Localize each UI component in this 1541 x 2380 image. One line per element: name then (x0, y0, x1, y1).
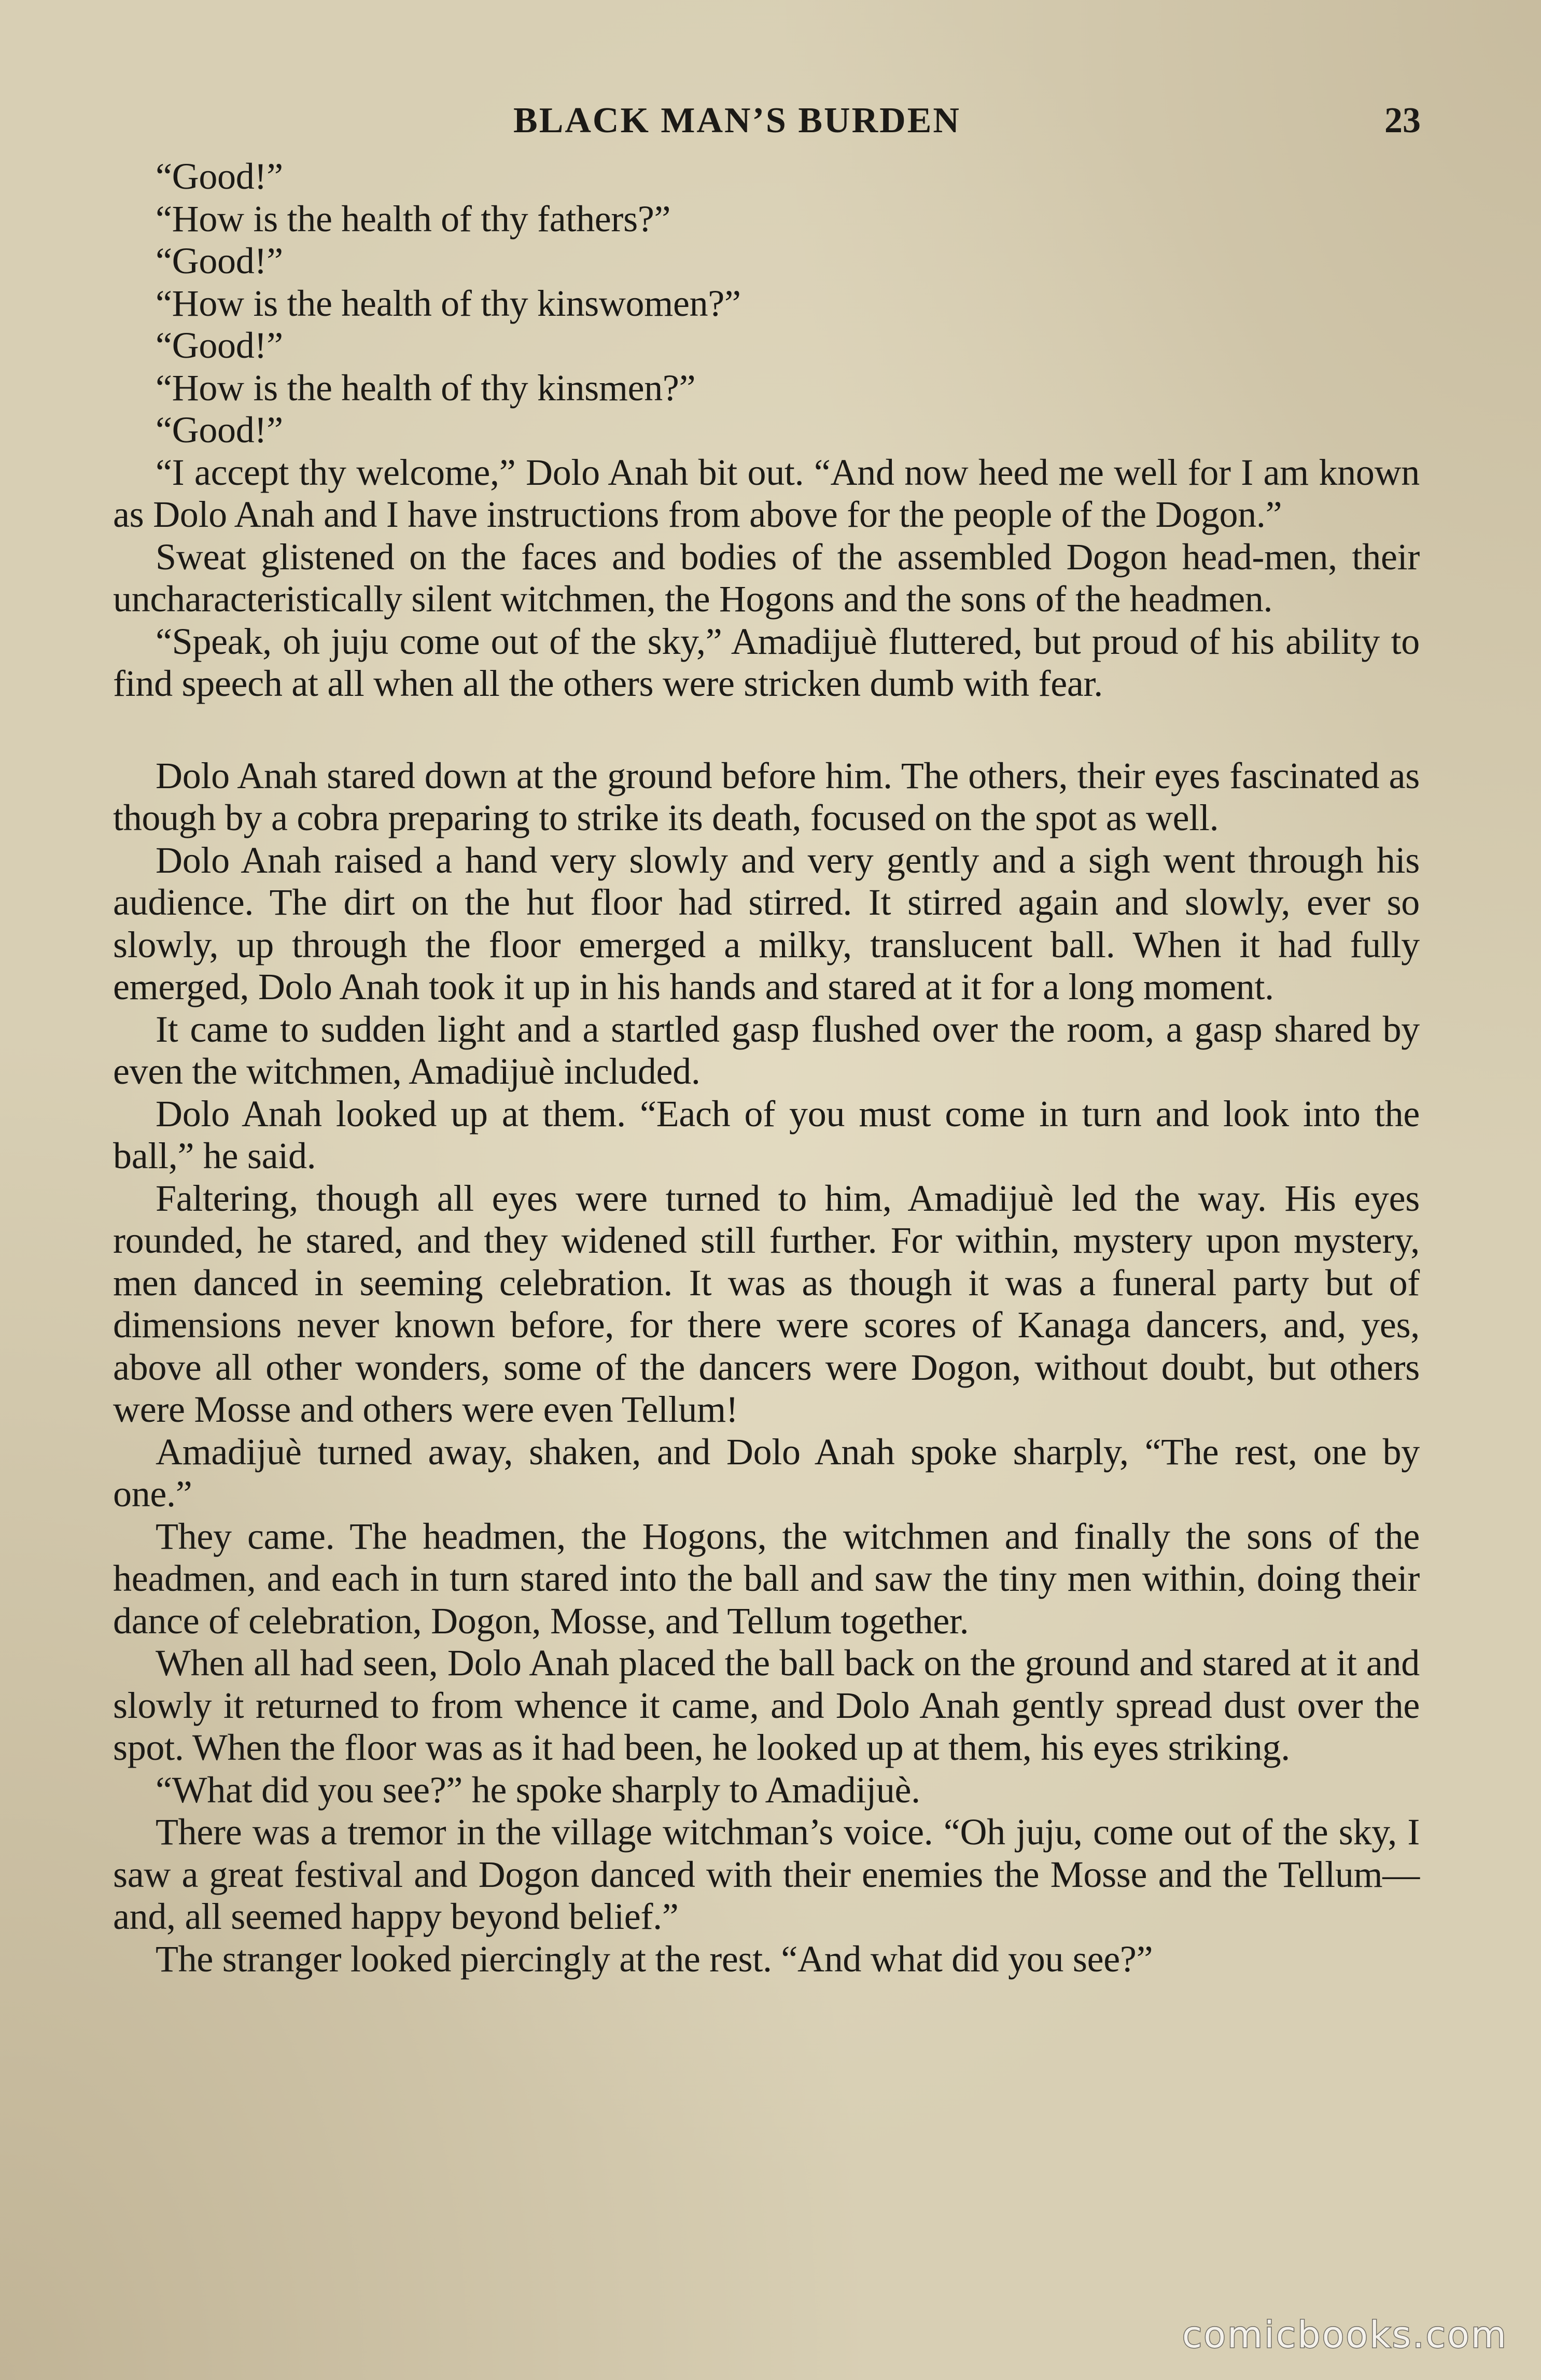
paragraph: Dolo Anah stared down at the ground before him. The others, their eyes fascinated as though by a cobra preparing to strike its death, focused on the spot as well. (113, 754, 1420, 838)
paragraph: The stranger looked piercingly at the rest. “And what did you see?” (156, 1938, 1153, 1980)
paragraph: There was a tremor in the village witchman’s voice. “Oh juju, come out of the sky, I saw a great festival and Dogon danced with their enemies the Mosse and the Tellum—and, all seemed happy beyond belief.” (113, 1811, 1420, 1937)
paragraph: “How is the health of thy kinswomen?” (156, 282, 741, 324)
paragraph: “Good!” (156, 156, 283, 197)
paragraph: “Speak, oh juju come out of the sky,” Amadijuè fluttered, but proud of his ability to find speech at all when all the others were stricken dumb with fear. (113, 620, 1420, 704)
paragraph: “How is the health of thy fathers?” (156, 198, 671, 240)
paragraph: It came to sudden light and a startled gasp flushed over the room, a gasp shared by even the witchmen, Amadijuè included. (113, 1008, 1420, 1092)
paragraph: “What did you see?” he spoke sharply to Amadijuè. (156, 1769, 920, 1811)
paragraph: “Good!” (156, 325, 283, 366)
paragraph: Dolo Anah looked up at them. “Each of you must come in turn and look into the ball,” he said. (113, 1093, 1420, 1177)
paragraph: “I accept thy welcome,” Dolo Anah bit out. “And now heed me well for I am known as Dolo Anah and I have instructions from above for the people of the Dogon.” (113, 451, 1420, 535)
paragraph: Sweat glistened on the faces and bodies of the assembled Dogon head-men, their uncharacteristically silent witchmen, the Hogons and the sons of the headmen. (113, 536, 1420, 620)
page-number: 23 (1384, 101, 1421, 141)
paragraph: Amadijuè turned away, shaken, and Dolo Anah spoke sharply, “The rest, one by one.” (113, 1431, 1420, 1515)
paragraph: “Good!” (156, 409, 283, 451)
paragraph: Dolo Anah raised a hand very slowly and very gently and a sigh went through his audience. The dirt on the hut floor had stirred. It stirred again and slowly, ever so slowly, up through the floor emerged a milky, translucent ball. When it had fully emerged, Dolo Anah took it up in his hands and stared at it for a long moment. (113, 839, 1420, 1007)
paragraph: “Good!” (156, 240, 283, 282)
paragraph: “How is the health of thy kinsmen?” (156, 367, 696, 409)
watermark: comicbooks.com (1182, 2314, 1508, 2356)
paragraph: Faltering, though all eyes were turned to him, Amadijuè led the way. His eyes rounded, he stared, and they widened still further. For within, mystery upon mystery, men danced in seeming celebration. It was as though it was a funeral party but of dimensions never known before, for there were scores of Kanaga dancers, and, yes, above all other wonders, some of the dancers were Dogon, without doubt, but others were Mosse and others were even Tellum! (113, 1177, 1420, 1430)
paragraph: When all had seen, Dolo Anah placed the ball back on the ground and stared at it and slowly it returned to from whence it came, and Dolo Anah gently spread dust over the spot. When the floor was as it had been, he looked up at them, his eyes striking. (113, 1642, 1420, 1768)
story-body (113, 156, 1420, 1980)
running-title: BLACK MAN’S BURDEN (513, 101, 961, 141)
paragraph: They came. The headmen, the Hogons, the witchmen and finally the sons of the headmen, and each in turn stared into the ball and saw the tiny men within, doing their dance of celebration, Dogon, Mosse, and Tellum together. (113, 1515, 1420, 1642)
